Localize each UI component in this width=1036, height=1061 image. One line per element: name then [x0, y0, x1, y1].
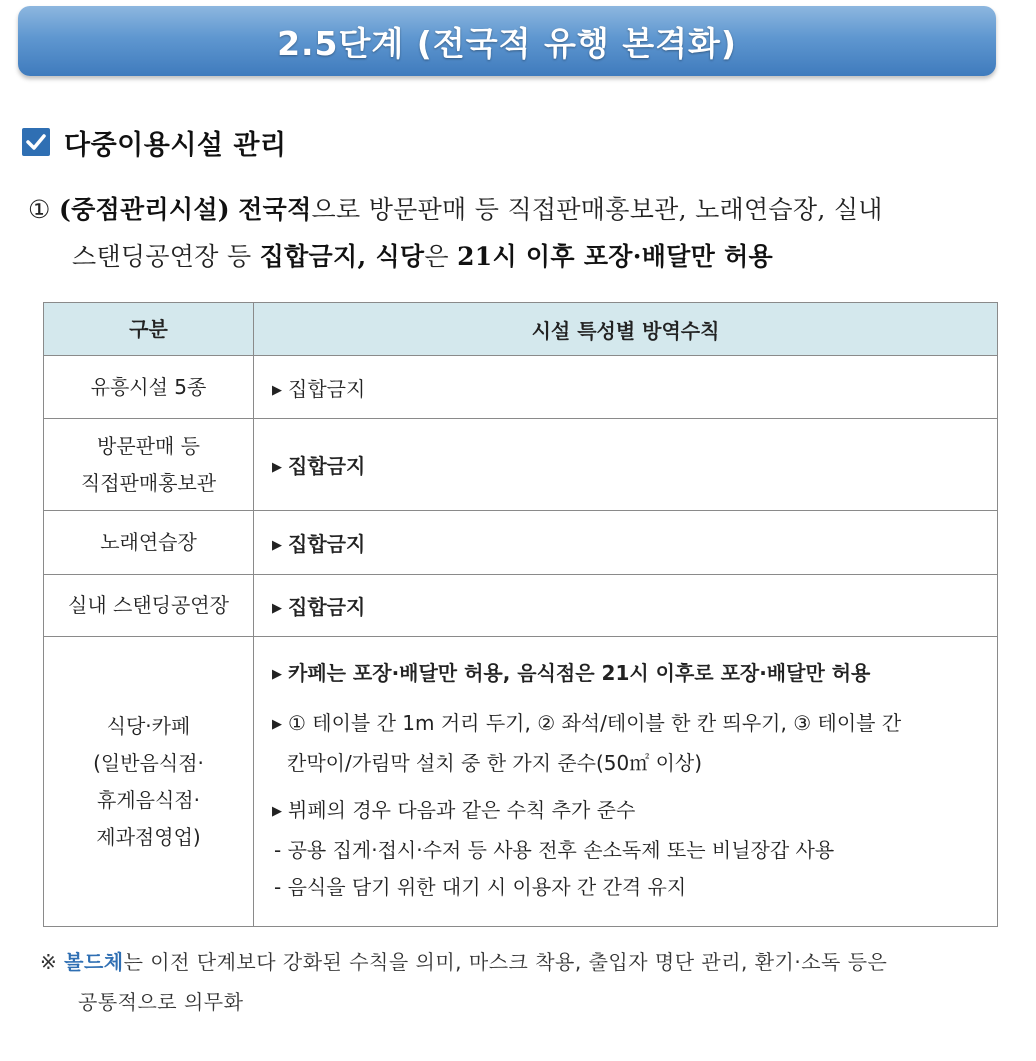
rule-text: 카페는 포장·배달만 허용, 음식점은 21시 이후로 포장·배달만 허용: [288, 661, 871, 685]
bold-text: 전국적: [238, 195, 312, 224]
rule-text: 집합금지: [288, 532, 366, 556]
paragraph-text: 스탠딩공연장 등: [72, 242, 252, 271]
column-header: 시설 특성별 방역수칙: [254, 303, 998, 356]
rule-line: [272, 705, 985, 745]
category-cell: [44, 419, 254, 511]
rule-text: 집합금지: [288, 454, 366, 478]
category-line: 휴게음식점·: [97, 787, 200, 812]
rule-text: 집합금지: [288, 376, 366, 401]
category-cell: 실내 스탠딩공연장: [44, 575, 254, 637]
rule-text: ① 테이블 간 1m 거리 두기, ② 좌석/테이블 한 칸 띄우기, ③ 테이블 간: [288, 711, 902, 735]
rule-cell: [254, 419, 998, 511]
triangle-bullet-icon: ▶: [272, 538, 282, 553]
table-row: [44, 511, 998, 575]
paragraph-text: 은: [424, 242, 449, 271]
checkbox-checked-icon: [22, 128, 50, 156]
column-header: 구분: [44, 303, 254, 356]
paragraph-line-1: [28, 186, 1003, 233]
category-cell: [44, 637, 254, 927]
category-line: 직접판매홍보관: [80, 470, 217, 495]
table-row: [44, 637, 998, 927]
rule-text: 뷔페의 경우 다음과 같은 수칙 추가 준수: [288, 798, 636, 822]
rules-table: [43, 302, 998, 927]
triangle-bullet-icon: ▶: [272, 601, 282, 616]
category-line: 식당·카페: [106, 713, 191, 738]
rule-cell: [254, 356, 998, 419]
table-row: [44, 356, 998, 419]
item-number: ①: [28, 195, 51, 224]
rule-text: 집합금지: [288, 595, 366, 619]
rule-sub-line: - 공용 집게·접시·수저 등 사용 전후 손소독제 또는 비닐장갑 사용: [274, 838, 835, 862]
category-line: 방문판매 등: [97, 433, 200, 458]
rule-cell: [254, 575, 998, 637]
category-line: (일반음식점·: [93, 750, 204, 775]
banner-title: 2.5단계 (전국적 유행 본격화): [277, 23, 737, 63]
title-banner: [18, 6, 996, 76]
footnote-line-2: 공통적으로 의무화: [78, 990, 244, 1014]
triangle-bullet-icon: ▶: [272, 667, 282, 682]
rule-cell: [254, 637, 998, 927]
triangle-bullet-icon: ▶: [272, 460, 282, 475]
table-row: [44, 575, 998, 637]
note-mark: ※: [40, 950, 58, 974]
note-text: 는 이전 단계보다 강화된 수칙을 의미, 마스크 착용, 출입자 명단 관리, 환기·소독 등은: [123, 950, 888, 974]
footnote: [40, 942, 1005, 1022]
rule-line: 칸막이/가림막 설치 중 한 가지 준수(50㎡ 이상): [287, 751, 703, 775]
category-cell: 유흥시설 5종: [44, 356, 254, 419]
triangle-bullet-icon: ▶: [272, 804, 282, 819]
paragraph-text: 으로 방문판매 등 직접판매홍보관, 노래연습장, 실내: [311, 195, 883, 224]
rule-cell: [254, 511, 998, 575]
table-header-row: [44, 303, 998, 356]
section-title: 다중이용시설 관리: [64, 129, 287, 161]
policy-paragraph: [28, 186, 1003, 280]
table-row: [44, 419, 998, 511]
bold-text: 21시 이후 포장·배달만 허용: [457, 242, 773, 271]
category-line: 제과점영업): [96, 824, 201, 849]
footnote-line-1: [40, 942, 1005, 982]
category-cell: 노래연습장: [44, 511, 254, 575]
bold-text: (중점관리시설): [58, 195, 230, 224]
section-header: [22, 122, 287, 162]
rule-line: [272, 655, 985, 695]
rule-sub-line: - 음식을 담기 위한 대기 시 이용자 간 간격 유지: [274, 875, 687, 899]
triangle-bullet-icon: ▶: [272, 717, 282, 732]
paragraph-line-2: [28, 233, 1003, 280]
rule-line: [272, 792, 985, 832]
triangle-bullet-icon: ▶: [272, 382, 282, 398]
bold-text: 집합금지, 식당: [259, 242, 425, 271]
note-bold-term: 볼드체: [64, 950, 124, 974]
